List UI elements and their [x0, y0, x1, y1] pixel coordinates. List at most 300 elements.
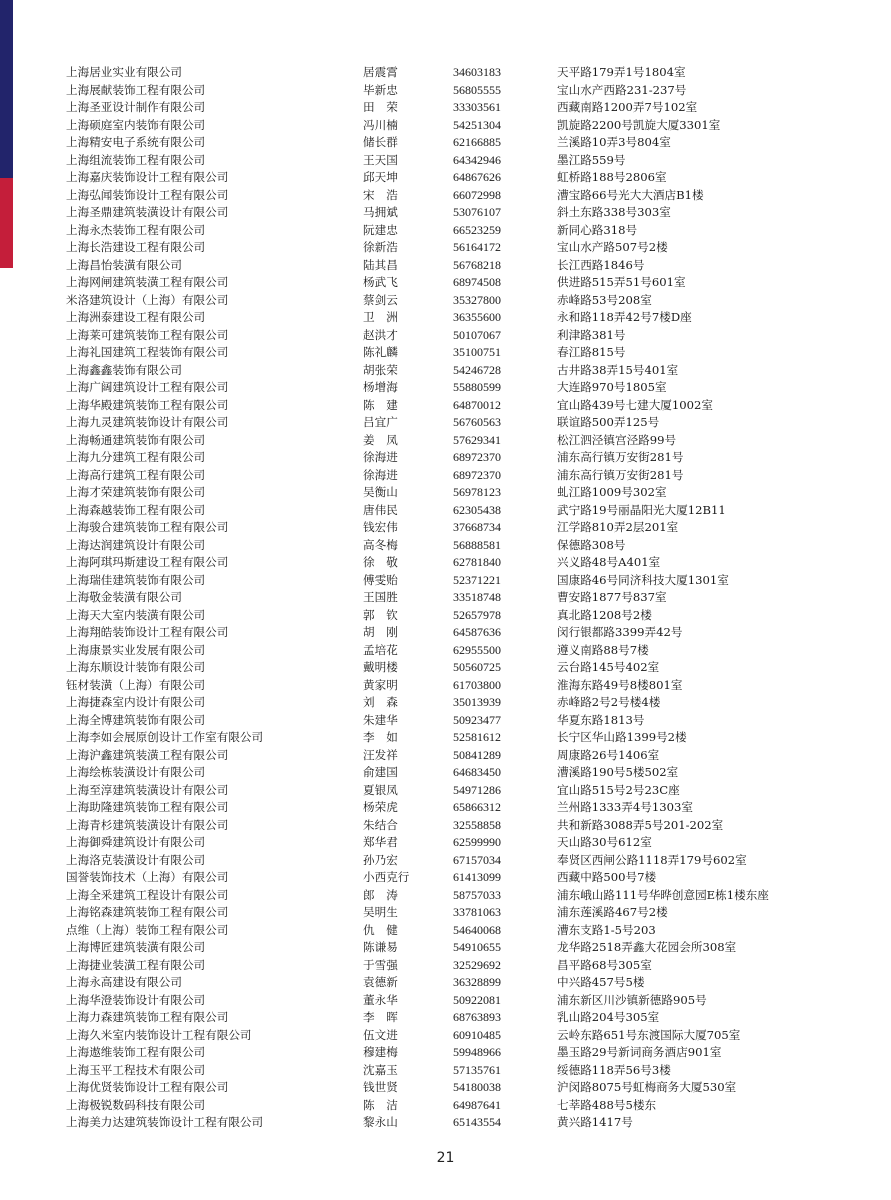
directory-row — [0, 1044, 891, 1062]
address: 天山路30号612室 — [557, 835, 652, 849]
phone-number: 54971286 — [453, 782, 501, 797]
contact-person: 穆建梅 — [363, 1045, 398, 1059]
phone-number: 66072998 — [453, 187, 501, 202]
address: 奉贤区西闸公路1118弄179号602室 — [557, 852, 747, 867]
company-name: 上海弘闻装饰设计工程有限公司 — [66, 187, 229, 202]
address: 七莘路488号5楼东 — [557, 1097, 657, 1112]
contact-person: 徐海进 — [363, 450, 398, 464]
directory-row — [0, 852, 891, 870]
phone-number: 64987641 — [453, 1097, 501, 1112]
address: 新同心路318号 — [557, 222, 638, 237]
directory-row — [0, 414, 891, 432]
contact-person: 黎永山 — [363, 1115, 398, 1129]
contact-person: 高冬梅 — [363, 537, 398, 552]
phone-number: 52657978 — [453, 607, 501, 622]
directory-row — [0, 677, 891, 695]
contact-person: 俞建国 — [363, 765, 398, 779]
directory-row — [0, 869, 891, 887]
address: 曹安路1877号837室 — [557, 590, 667, 604]
contact-person: 王天国 — [363, 152, 398, 167]
address: 共和新路3088弄5号201-202室 — [557, 817, 724, 832]
phone-number: 32529692 — [453, 957, 501, 972]
contact-person: 刘 森 — [363, 695, 398, 709]
page-number: 21 — [436, 1150, 455, 1166]
address: 宜山路439号七建大厦1002室 — [557, 397, 713, 412]
address: 永和路118弄42号7楼D座 — [557, 310, 692, 324]
company-name: 上海捷森室内设计有限公司 — [66, 695, 206, 709]
phone-number: 62781840 — [453, 555, 501, 569]
company-name: 钰材装潢（上海）有限公司 — [66, 677, 206, 692]
directory-row — [0, 222, 891, 240]
address: 西藏南路1200弄7号102室 — [557, 100, 698, 114]
directory-row — [0, 747, 891, 765]
address: 西藏中路500号7楼 — [557, 870, 657, 884]
contact-person: 袁德新 — [363, 975, 398, 989]
directory-row — [0, 817, 891, 835]
directory-row — [0, 292, 891, 310]
contact-person: 李 晖 — [363, 1010, 398, 1024]
address: 墨江路559号 — [557, 152, 626, 167]
address: 云岭东路651号东渡国际大厦705室 — [557, 1027, 741, 1042]
address: 中兴路457号5楼 — [557, 975, 645, 989]
phone-number: 57135761 — [453, 1062, 501, 1077]
phone-number: 65143554 — [453, 1115, 501, 1129]
address: 乳山路204号305室 — [557, 1010, 660, 1024]
directory-row — [0, 572, 891, 590]
company-name: 上海长浩建设工程有限公司 — [66, 240, 206, 254]
address: 供进路515弄51号601室 — [557, 275, 686, 289]
company-name: 上海至淳建筑装潢设计有限公司 — [66, 782, 229, 797]
company-name: 上海永杰装饰工程有限公司 — [66, 222, 206, 237]
address: 漕宝路66号光大大酒店B1楼 — [557, 187, 704, 202]
contact-person: 陈谦易 — [363, 940, 398, 954]
company-name: 上海广阔建筑设计工程有限公司 — [66, 380, 229, 394]
directory-row — [0, 589, 891, 607]
company-name: 上海骏合建筑装饰工程有限公司 — [66, 520, 229, 534]
phone-number: 61703800 — [453, 677, 501, 692]
company-name: 上海捷业装潢工程有限公司 — [66, 957, 206, 972]
company-name: 上海华澄装饰设计有限公司 — [66, 992, 206, 1007]
address: 凯旋路2200号凯旋大厦3301室 — [557, 117, 721, 132]
contact-person: 毕新忠 — [363, 82, 398, 97]
phone-number: 33303561 — [453, 100, 501, 114]
directory-row — [0, 904, 891, 922]
directory-row — [0, 764, 891, 782]
contact-person: 蔡剑云 — [363, 292, 398, 307]
directory-row — [0, 134, 891, 152]
address: 云台路145号402室 — [557, 660, 660, 674]
contact-person: 徐新浩 — [363, 240, 398, 254]
phone-number: 52581612 — [453, 730, 501, 744]
phone-number: 37668734 — [453, 520, 501, 534]
contact-person: 胡张荣 — [363, 362, 398, 377]
directory-row — [0, 117, 891, 135]
phone-number: 52371221 — [453, 572, 501, 587]
directory-row — [0, 659, 891, 677]
address: 真北路1208号2楼 — [557, 607, 652, 622]
address: 墨玉路29号新词商务酒店901室 — [557, 1045, 722, 1059]
address: 淮海东路49号8楼801室 — [557, 677, 683, 692]
company-name: 上海美力达建筑装饰设计工程有限公司 — [66, 1115, 264, 1129]
company-name: 上海助隆建筑装饰工程有限公司 — [66, 800, 229, 814]
address: 浦东峨山路111号华晔创意园E栋1楼东座 — [557, 887, 769, 902]
contact-person: 郭 钦 — [363, 607, 398, 622]
company-name: 上海硕庭室内装饰有限公司 — [66, 117, 206, 132]
phone-number: 54180038 — [453, 1080, 501, 1094]
contact-person: 储长群 — [363, 135, 398, 149]
contact-person: 郑华君 — [363, 835, 398, 849]
company-name: 上海展献装饰工程有限公司 — [66, 82, 206, 97]
directory-row — [0, 344, 891, 362]
directory-row — [0, 82, 891, 100]
contact-person: 仇 健 — [363, 922, 398, 937]
contact-person: 居震霄 — [363, 65, 398, 79]
directory-row — [0, 834, 891, 852]
phone-number: 54251304 — [453, 117, 501, 132]
directory-row — [0, 484, 891, 502]
company-name: 上海嘉庆装饰设计工程有限公司 — [66, 170, 229, 184]
directory-list — [0, 64, 891, 1132]
company-name: 上海华殿建筑装饰工程有限公司 — [66, 397, 229, 412]
phone-number: 33781063 — [453, 905, 501, 919]
contact-person: 黄家明 — [363, 677, 398, 692]
directory-row — [0, 554, 891, 572]
directory-row — [0, 309, 891, 327]
directory-row — [0, 957, 891, 975]
address: 国康路46号同济科技大厦1301室 — [557, 572, 729, 587]
company-name: 上海极锐数码科技有限公司 — [66, 1097, 206, 1112]
directory-row — [0, 397, 891, 415]
directory-row — [0, 782, 891, 800]
directory-row — [0, 187, 891, 205]
company-name: 上海铭森建筑装饰工程有限公司 — [66, 905, 229, 919]
contact-person: 胡 刚 — [363, 625, 398, 639]
directory-row — [0, 152, 891, 170]
phone-number: 66523259 — [453, 222, 501, 237]
contact-person: 沈嘉玉 — [363, 1062, 398, 1077]
directory-row — [0, 712, 891, 730]
phone-number: 58757033 — [453, 887, 501, 902]
phone-number: 35100751 — [453, 345, 501, 359]
phone-number: 56164172 — [453, 240, 501, 254]
phone-number: 54246728 — [453, 362, 501, 377]
directory-row — [0, 974, 891, 992]
phone-number: 65866312 — [453, 800, 501, 814]
contact-person: 冯川楠 — [363, 117, 398, 132]
directory-row — [0, 1062, 891, 1080]
company-name: 上海全釆建筑工程设计有限公司 — [66, 887, 229, 902]
phone-number: 50841289 — [453, 747, 501, 762]
company-name: 上海礼国建筑工程装饰有限公司 — [66, 345, 229, 359]
contact-person: 阮建忠 — [363, 222, 398, 237]
directory-row — [0, 624, 891, 642]
contact-person: 孙乃宏 — [363, 852, 398, 867]
company-name: 上海瑞佳建筑装饰有限公司 — [66, 572, 206, 587]
phone-number: 56888581 — [453, 537, 501, 552]
company-name: 上海阿琪玛斯建设工程有限公司 — [66, 555, 229, 569]
phone-number: 50107067 — [453, 327, 501, 342]
contact-person: 钱世贤 — [363, 1080, 398, 1094]
address: 浦东高行镇万安街281号 — [557, 467, 684, 482]
company-name: 国誉装饰技术（上海）有限公司 — [66, 870, 229, 884]
company-name: 上海全博建筑装饰有限公司 — [66, 712, 206, 727]
directory-row — [0, 64, 891, 82]
contact-person: 马拥斌 — [363, 205, 398, 219]
directory-row — [0, 169, 891, 187]
contact-person: 小西克行 — [363, 870, 410, 884]
directory-row — [0, 1079, 891, 1097]
phone-number: 36328899 — [453, 975, 501, 989]
address: 长宁区华山路1399号2楼 — [557, 730, 687, 744]
phone-number: 50923477 — [453, 712, 501, 727]
directory-row — [0, 1027, 891, 1045]
directory-row — [0, 887, 891, 905]
contact-person: 傅雯贻 — [363, 572, 398, 587]
directory-row — [0, 449, 891, 467]
company-name: 上海九分建筑工程有限公司 — [66, 450, 206, 464]
company-name: 上海高行建筑工程有限公司 — [66, 467, 206, 482]
address: 漕溪路190号5楼502室 — [557, 765, 679, 779]
company-name: 上海绘栋装潢设计有限公司 — [66, 765, 206, 779]
address: 兰溪路10弄3号804室 — [557, 135, 671, 149]
contact-person: 田 荣 — [363, 100, 398, 114]
contact-person: 吴衡山 — [363, 485, 398, 499]
address: 宝山水产西路231-237号 — [557, 82, 687, 97]
address: 浦东新区川沙镇新德路905号 — [557, 992, 707, 1007]
address: 沪闵路8075号虹梅商务大厦530室 — [557, 1080, 737, 1094]
phone-number: 64342946 — [453, 152, 501, 167]
phone-number: 56760563 — [453, 415, 501, 429]
address: 宝山水产路507号2楼 — [557, 240, 668, 254]
contact-person: 徐 敬 — [363, 555, 398, 569]
company-name: 上海久米室内装饰设计工程有限公司 — [66, 1027, 252, 1042]
contact-person: 吴明生 — [363, 905, 398, 919]
company-name: 上海鑫鑫装饰有限公司 — [66, 362, 182, 377]
company-name: 上海康景实业发展有限公司 — [66, 642, 206, 657]
phone-number: 60910485 — [453, 1027, 501, 1042]
address: 虬江路1009号302室 — [557, 485, 667, 499]
address: 浦东高行镇万安街281号 — [557, 450, 684, 464]
address: 闵行银都路3399弄42号 — [557, 625, 683, 639]
directory-row — [0, 607, 891, 625]
company-name: 上海沪鑫建筑装潢工程有限公司 — [66, 747, 229, 762]
phone-number: 68763893 — [453, 1010, 501, 1024]
address: 保德路308号 — [557, 537, 626, 552]
contact-person: 宋 浩 — [363, 187, 398, 202]
contact-person: 卫 洲 — [363, 310, 398, 324]
company-name: 米洛建筑设计（上海）有限公司 — [66, 292, 229, 307]
contact-person: 杨荣虎 — [363, 800, 398, 814]
address: 赤峰路2号2号楼4楼 — [557, 695, 661, 709]
address: 宜山路515号2号23C座 — [557, 782, 680, 797]
company-name: 点维（上海）装饰工程有限公司 — [66, 922, 229, 937]
company-name: 上海博匠建筑装潢有限公司 — [66, 940, 206, 954]
phone-number: 56978123 — [453, 485, 501, 499]
address: 赤峰路53号208室 — [557, 292, 652, 307]
address: 浦东莲溪路467号2楼 — [557, 905, 668, 919]
directory-row — [0, 204, 891, 222]
directory-row — [0, 992, 891, 1010]
contact-person: 于雪强 — [363, 957, 398, 972]
company-name: 上海组流装饰工程有限公司 — [66, 152, 206, 167]
contact-person: 陈礼麟 — [363, 345, 398, 359]
phone-number: 62166885 — [453, 135, 501, 149]
address: 古井路38弄15号401室 — [557, 362, 679, 377]
company-name: 上海敬金装潢有限公司 — [66, 590, 182, 604]
company-name: 上海昌怡装潢有限公司 — [66, 257, 182, 272]
company-name: 上海网闸建筑装潢工程有限公司 — [66, 275, 229, 289]
address: 绥德路118弄56号3楼 — [557, 1062, 671, 1077]
phone-number: 53076107 — [453, 205, 501, 219]
address: 利津路381号 — [557, 327, 626, 342]
contact-person: 赵洪才 — [363, 327, 398, 342]
contact-person: 杨武飞 — [363, 275, 398, 289]
company-name: 上海莱可建筑装饰工程有限公司 — [66, 327, 229, 342]
contact-person: 戴明楼 — [363, 660, 398, 674]
directory-row — [0, 1114, 891, 1132]
company-name: 上海翔皓装饰设计工程有限公司 — [66, 625, 229, 639]
contact-person: 吕宜广 — [363, 415, 398, 429]
address: 黄兴路1417号 — [557, 1115, 633, 1129]
directory-row — [0, 257, 891, 275]
phone-number: 68972370 — [453, 467, 501, 482]
phone-number: 68972370 — [453, 450, 501, 464]
contact-person: 朱结合 — [363, 817, 398, 832]
phone-number: 59948966 — [453, 1045, 501, 1059]
contact-person: 董永华 — [363, 992, 398, 1007]
contact-person: 钱宏伟 — [363, 520, 398, 534]
company-name: 上海遨维装饰工程有限公司 — [66, 1045, 206, 1059]
phone-number: 55880599 — [453, 380, 501, 394]
phone-number: 64587636 — [453, 625, 501, 639]
phone-number: 67157034 — [453, 852, 501, 867]
directory-row — [0, 379, 891, 397]
phone-number: 62599990 — [453, 835, 501, 849]
address: 天平路179弄1号1804室 — [557, 65, 686, 79]
directory-row — [0, 274, 891, 292]
company-name: 上海青杉建筑装潢设计有限公司 — [66, 817, 229, 832]
phone-number: 61413099 — [453, 870, 501, 884]
company-name: 上海才荣建筑装饰有限公司 — [66, 485, 206, 499]
phone-number: 68974508 — [453, 275, 501, 289]
address: 武宁路19号丽晶阳光大厦12B11 — [557, 502, 726, 517]
directory-row — [0, 362, 891, 380]
directory-row — [0, 642, 891, 660]
address: 江学路810弄2层201室 — [557, 520, 679, 534]
directory-row — [0, 432, 891, 450]
phone-number: 36355600 — [453, 310, 501, 324]
address: 龙华路2518弄鑫大花园会所308室 — [557, 940, 737, 954]
company-name: 上海圣亚设计制作有限公司 — [66, 100, 206, 114]
contact-person: 姜 凤 — [363, 432, 398, 447]
address: 斜土东路338号303室 — [557, 205, 671, 219]
address: 兰州路1333弄4号1303室 — [557, 800, 693, 814]
contact-person: 陆其昌 — [363, 257, 398, 272]
phone-number: 33518748 — [453, 590, 501, 604]
directory-row — [0, 519, 891, 537]
phone-number: 57629341 — [453, 432, 501, 447]
company-name: 上海李如会展原创设计工作室有限公司 — [66, 730, 264, 744]
contact-person: 夏银凤 — [363, 782, 398, 797]
address: 大连路970号1805室 — [557, 380, 667, 394]
address: 华夏东路1813号 — [557, 712, 645, 727]
phone-number: 64683450 — [453, 765, 501, 779]
phone-number: 62305438 — [453, 502, 501, 517]
address: 春江路815号 — [557, 345, 626, 359]
address: 联谊路500弄125号 — [557, 415, 660, 429]
contact-person: 陈 洁 — [363, 1097, 398, 1112]
company-name: 上海达润建筑设计有限公司 — [66, 537, 206, 552]
contact-person: 伍文进 — [363, 1027, 398, 1042]
contact-person: 李 如 — [363, 730, 398, 744]
contact-person: 孟培花 — [363, 642, 398, 657]
company-name: 上海天大室内装潢有限公司 — [66, 607, 206, 622]
address: 漕东支路1-5号203 — [557, 922, 656, 937]
address: 昌平路68号305室 — [557, 957, 652, 972]
phone-number: 32558858 — [453, 817, 501, 832]
company-name: 上海御舜建筑设计有限公司 — [66, 835, 206, 849]
contact-person: 王国胜 — [363, 590, 398, 604]
company-name: 上海优贤装饰设计工程有限公司 — [66, 1080, 229, 1094]
address: 虹桥路188号2806室 — [557, 170, 667, 184]
contact-person: 徐海进 — [363, 467, 398, 482]
contact-person: 邱天坤 — [363, 170, 398, 184]
contact-person: 陈 建 — [363, 397, 398, 412]
phone-number: 50560725 — [453, 660, 501, 674]
company-name: 上海玉平工程技术有限公司 — [66, 1062, 206, 1077]
phone-number: 64867626 — [453, 170, 501, 184]
phone-number: 62955500 — [453, 642, 501, 657]
company-name: 上海洲泰建设工程有限公司 — [66, 310, 206, 324]
company-name: 上海力森建筑装饰工程有限公司 — [66, 1010, 229, 1024]
company-name: 上海精安电子系统有限公司 — [66, 135, 206, 149]
phone-number: 56768218 — [453, 257, 501, 272]
phone-number: 34603183 — [453, 65, 501, 79]
directory-row — [0, 502, 891, 520]
phone-number: 54640068 — [453, 922, 501, 937]
phone-number: 35013939 — [453, 695, 501, 709]
contact-person: 唐伟民 — [363, 502, 398, 517]
company-name: 上海永高建设有限公司 — [66, 975, 182, 989]
company-name: 上海九灵建筑装饰设计有限公司 — [66, 415, 229, 429]
directory-row — [0, 799, 891, 817]
contact-person: 郎 涛 — [363, 887, 398, 902]
directory-row — [0, 467, 891, 485]
directory-row — [0, 729, 891, 747]
directory-row — [0, 1097, 891, 1115]
address: 松江泗泾镇宫泾路99号 — [557, 432, 677, 447]
directory-row — [0, 922, 891, 940]
directory-row — [0, 939, 891, 957]
company-name: 上海森越装饰工程有限公司 — [66, 502, 206, 517]
directory-row — [0, 537, 891, 555]
contact-person: 杨增海 — [363, 380, 398, 394]
phone-number: 56805555 — [453, 82, 501, 97]
address: 周康路26号1406室 — [557, 747, 660, 762]
directory-row — [0, 239, 891, 257]
address: 长江西路1846号 — [557, 257, 645, 272]
company-name: 上海圣鼎建筑装潢设计有限公司 — [66, 205, 229, 219]
contact-person: 朱建华 — [363, 712, 398, 727]
company-name: 上海洛克装潢设计有限公司 — [66, 852, 206, 867]
directory-row — [0, 99, 891, 117]
company-name: 上海畅通建筑装饰有限公司 — [66, 432, 206, 447]
contact-person: 汪发祥 — [363, 747, 398, 762]
address: 遵义南路88号7楼 — [557, 642, 649, 657]
directory-row — [0, 694, 891, 712]
company-name: 上海居业实业有限公司 — [66, 65, 182, 79]
directory-row — [0, 327, 891, 345]
